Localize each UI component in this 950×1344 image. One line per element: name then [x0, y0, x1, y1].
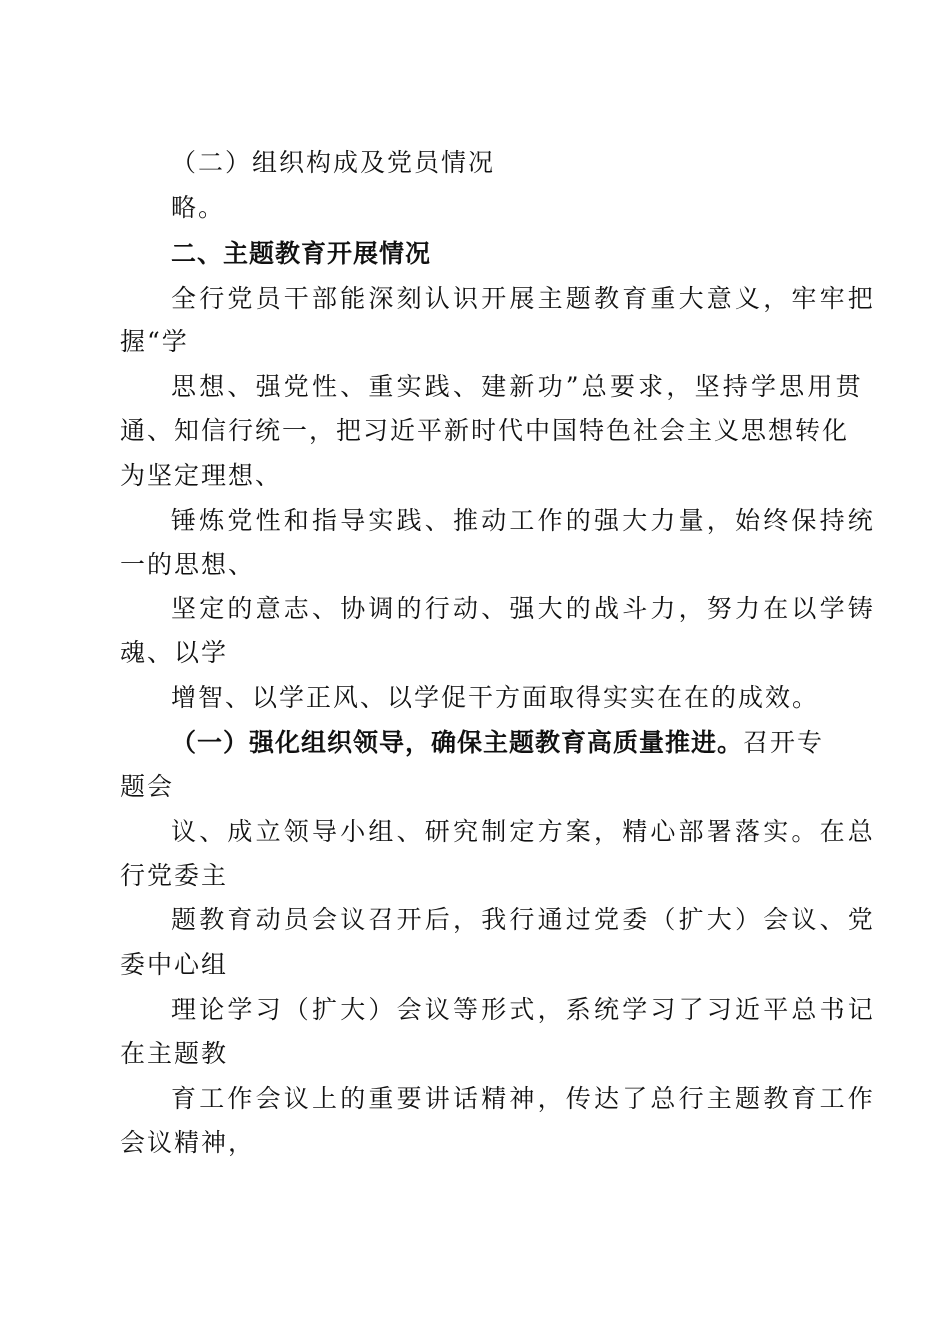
- paragraph-line: 题会: [120, 772, 175, 801]
- subsection-heading-bold: （一）强化组织领导，确保主题教育高质量推进。: [171, 728, 744, 757]
- paragraph-line: 全行党员干部能深刻认识开展主题教育重大意义，牢牢把: [171, 284, 877, 313]
- paragraph-line: 坚定的意志、协调的行动、强大的战斗力，努力在以学铸: [171, 594, 877, 623]
- subsection-heading-tail: 召开专: [743, 728, 825, 757]
- paragraph-line: 一的思想、: [120, 550, 256, 579]
- paragraph-line: 魂、以学: [120, 638, 229, 667]
- paragraph-line: 为坚定理想、: [120, 461, 283, 490]
- paragraph-line: 题教育动员会议召开后，我行通过党委（扩大）会议、党: [171, 905, 877, 934]
- paragraph-line: 思想、强党性、重实践、建新功”总要求，坚持学思用贯: [171, 372, 864, 401]
- subsection-heading-line: [171, 728, 824, 758]
- paragraph-text: 略。: [171, 193, 226, 222]
- paragraph-line: 通、知信行统一，把习近平新时代中国特色社会主义思想转化: [120, 416, 850, 445]
- paragraph-line: 议、成立领导小组、研究制定方案，精心部署落实。在总: [171, 817, 877, 846]
- subsection-heading-org: （二）组织构成及党员情况: [171, 148, 496, 177]
- section-heading: 二、主题教育开展情况: [171, 239, 432, 268]
- paragraph-line: 在主题教: [120, 1039, 229, 1068]
- paragraph-line: 握“学: [120, 327, 189, 356]
- paragraph-line: 育工作会议上的重要讲话精神，传达了总行主题教育工作: [171, 1084, 877, 1113]
- paragraph-line: 委中心组: [120, 950, 229, 979]
- paragraph-line: 增智、以学正风、以学促干方面取得实实在在的成效。: [171, 683, 820, 712]
- paragraph-line: 理论学习（扩大）会议等形式，系统学习了习近平总书记: [171, 995, 877, 1024]
- paragraph-line: 锤炼党性和指导实践、推动工作的强大力量，始终保持统: [171, 506, 877, 535]
- paragraph-line: 行党委主: [120, 861, 229, 890]
- paragraph-line: 会议精神，: [120, 1128, 256, 1157]
